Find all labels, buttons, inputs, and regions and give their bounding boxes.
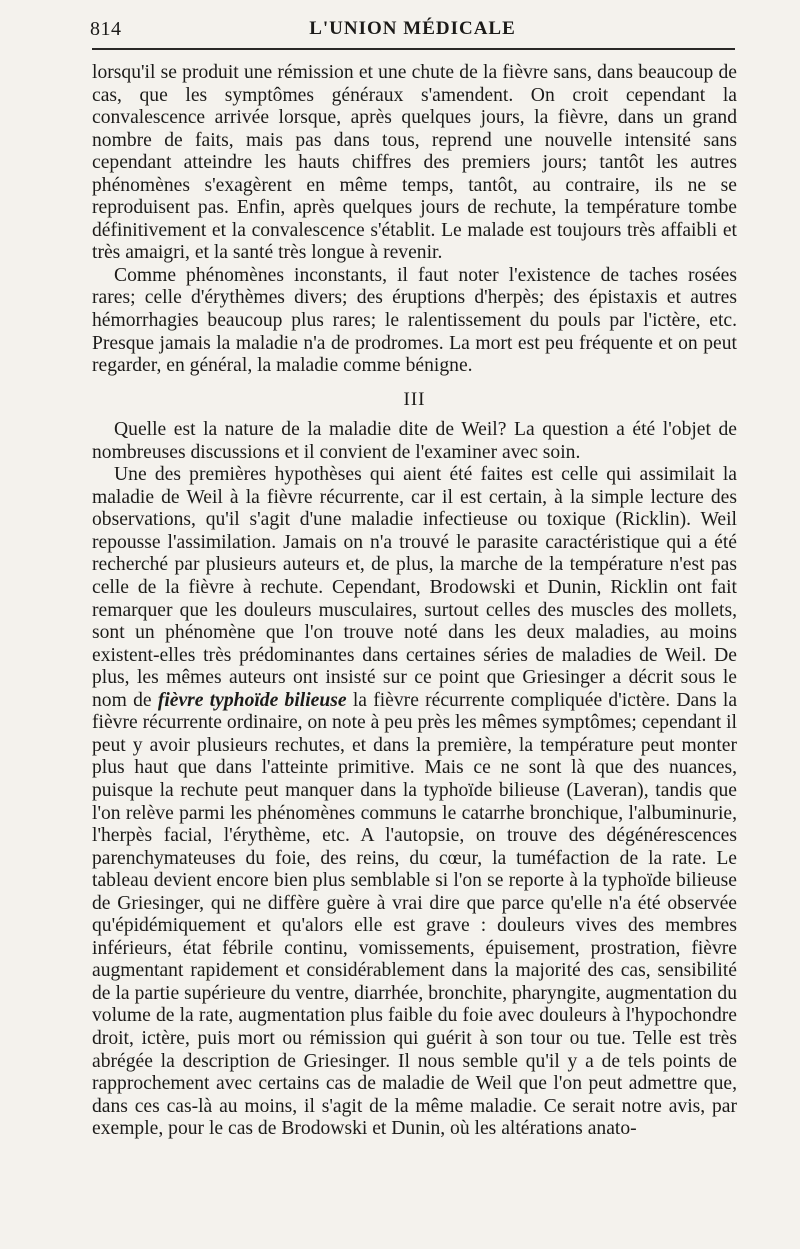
italic-disease-name: fièvre typhoïde bilieuse	[157, 689, 347, 711]
page-header	[90, 16, 735, 50]
paragraph-hypotheses-text-end: la fièvre récurrente compliquée d'ictère. Dans la fièvre récurrente ordinaire, on note à peu près les mêmes symptômes; cependant il peut y avoir plusieurs rechutes, et dans la première, la température peut monter plus haut que dans l'atteinte primitive. Mais ce ne sont là que des nuances, puisque la rechute peut manquer dans la typhoïde bilieuse (Laveran), tandis que l'on relève parmi les phénomènes communs le catarrhe bronchique, l'albuminurie, l'herpès facial, l'érythème, etc. A l'autopsie, on trouve des dégénérescences parenchymateuses du foie, des reins, du cœur, la tuméfaction de la rate. Le tableau devient encore bien plus semblable si l'on se reporte à la typhoïde bilieuse de Griesinger, qui ne diffère guère à vrai dire que parce qu'elle n'a été observée qu'épidémiquement et qu'alors elle est grave : douleurs vives des membres inférieurs, état fébrile continu, vomissements, épuisement, prostration, fièvre augmentant rapidement et considérablement dans la majorité des cas, sensibilité de la partie supérieure du ventre, diarrhée, bronchite, pharyngite, augmentation du volume de la rate, augmentation plus faible du foie avec douleurs à l'hypochondre droit, ictère, puis mort ou rémission qui guérit à son tour ou tue. Telle est très abrégée la description de Griesinger. Il nous semble qu'il y a de tels points de rapprochement avec certains cas de maladie de Weil que l'on peut admettre que, dans ces cas-là au moins, il s'agit de la même maladie. Ce serait notre avis, par exemple, pour le cas de Brodowski et Dunin, où les altérations anato-	[92, 689, 738, 1140]
page-number: 814	[90, 18, 122, 40]
article-body	[92, 62, 737, 1141]
section-number: III	[403, 388, 426, 410]
paragraph-relapse: lorsqu'il se produit une rémission et une chute de la fièvre sans, dans beaucoup de cas, que les symptômes généraux s'amendent. On croit cependant la convalescence arrivée lorsque, après quelques jours, la fièvre, dans un grand nombre de faits, mais pas dans tous, reprend une nouvelle intensité sans cependant atteindre les hauts chiffres des premiers jours; tantôt les autres phénomènes s'exagèrent en même temps, tantôt, au contraire, ils ne se reproduisent pas. Enfin, après quelques jours de rechute, la température tombe définitivement et la convalescence s'établit. Le malade est toujours très affaibli et très amaigri, et la santé très longue à revenir.	[92, 62, 737, 264]
header-rule	[92, 48, 735, 50]
paragraph-inconstant-phenomena: Comme phénomènes inconstants, il faut noter l'existence de taches rosées rares; celle d'érythèmes divers; des éruptions d'herpès; des épistaxis et autres hémorrhagies beaucoup plus rares; le ralentissement du pouls par l'ictère, etc. Presque jamais la maladie n'a de prodromes. La mort est peu fréquente et on peut regarder, en général, la maladie comme bénigne.	[92, 264, 737, 377]
paragraph-hypotheses	[92, 464, 737, 1140]
paragraph-nature-question: Quelle est la nature de la maladie dite de Weil? La question a été l'objet de nombreuses discussions et il convient de l'examiner avec soin.	[92, 419, 737, 463]
running-title: L'UNION MÉDICALE	[309, 18, 516, 39]
paragraph-hypotheses-text-start: Une des premières hypothèses qui aient été faites est celle qui assimilait la maladie de Weil à la fièvre récurrente, car il est certain, à la simple lecture des observations, qu'il s'agit d'une maladie infectieuse ou toxique (Ricklin). Weil repousse l'assimilation. Jamais on n'a trouvé le parasite caractéristique qui a été recherché par plusieurs auteurs et, de plus, la marche de la température n'est pas celle de la fièvre à rechute. Cependant, Brodowski et Dunin, Ricklin ont fait remarquer que les douleurs musculaires, surtout celles des muscles des mollets, sont un phénomène que l'on trouve noté dans les deux maladies, au moins existent-elles très prédominantes dans certaines séries de maladies de Weil. De plus, les mêmes auteurs ont insisté sur ce point que Griesinger a décrit sous le nom de	[92, 464, 737, 711]
